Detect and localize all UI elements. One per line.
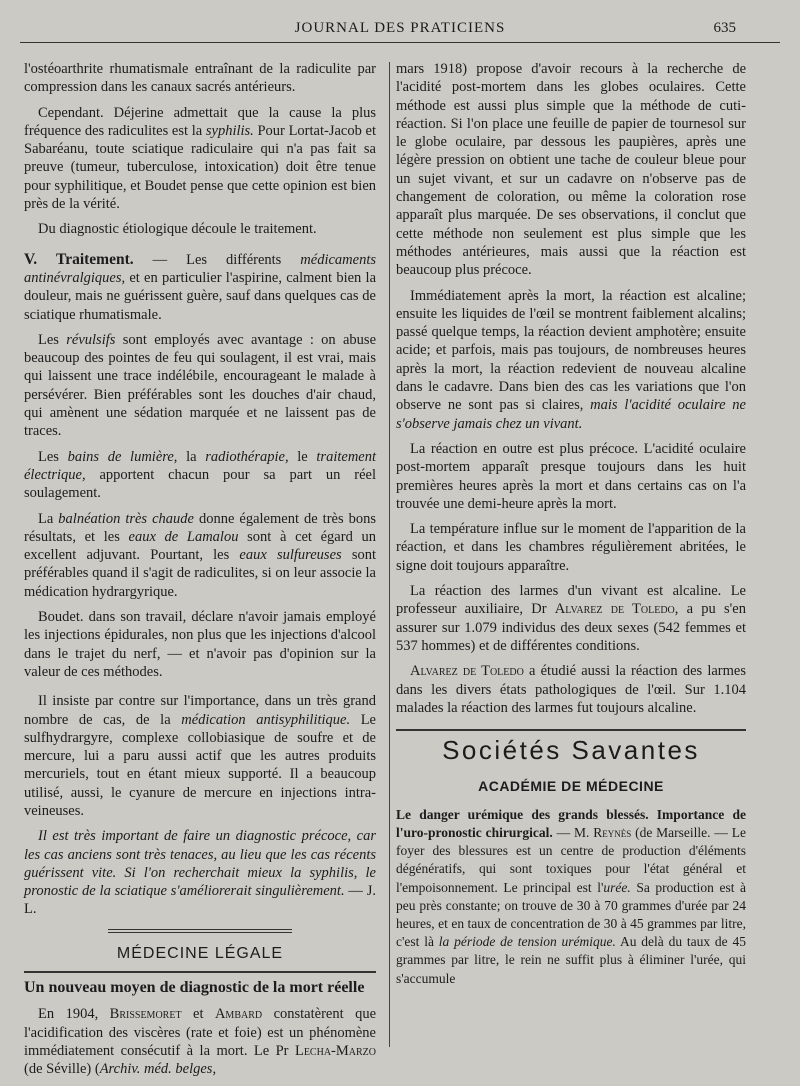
section-heading: V. Traitement. xyxy=(24,250,134,268)
paragraph-italic-conclusion: Il est très important de faire un diagnostic précoce, car les cas anciens sont très tenaces, au lieu que les cas récents guérissent vite. Si l'on recherchait mieux la syphilis, le pronostic de la sciatique s'améliorerait singulièrement. — J. L. xyxy=(24,828,376,918)
section-divider xyxy=(108,929,292,933)
academie-report: Le danger urémique des grands blessés. Importance de l'uro-pronostic chirurgical. — M. Reynès (de Marseille. — Le foyer des blessures est un centre de production d'éléments dégénératifs, qui sont toxiques pour l'état général et l'empoisonnement. Le principal est l'urée. Sa production est à peu près constante; on trouve de 30 à 70 grammes d'urée par 24 heures, et en taux de concentration de 30 à 45 grammes par litre, c'est là la période de tension urémique. Au delà du taux de 45 grammes par litre, le rein ne suffit plus à éliminer l'urée, qui s'accumule xyxy=(396,806,746,986)
rubric-medecine-legale: MÉDECINE LÉGALE xyxy=(116,944,284,962)
paragraph: Immédiatement après la mort, la réaction est alcaline; ensuite les liquides de l'œil se montrent faiblement alcalins; passé quelque temps, la réaction devient amphotère; ensuite acide; et parfois, mais pas toujours, de nombreuses heures après la mort, la réaction redevient de nouveau alcaline dans le cadavre. Dans bien des cas les variations que l'on observe ne sont pas si claires, mais l'acidité oculaire ne s'observe jamais chez un vivant. xyxy=(396,287,746,432)
academie-heading: ACADÉMIE DE MÉDECINE xyxy=(478,778,664,795)
page-number: 635 xyxy=(713,20,736,36)
journal-title: JOURNAL DES PRATICIENS xyxy=(294,20,506,36)
rubric-societes-savantes: Sociétés Savantes xyxy=(442,735,700,766)
article-title: Un nouveau moyen de diagnostic de la mort réelle xyxy=(24,979,365,997)
report-title: Le danger urémique des grands blessés. Importance de l'uro-pronostic chirurgical. xyxy=(396,806,746,840)
paragraph: Il insiste par contre sur l'importance, dans un très grand nombre de cas, de la médication antisyphilitique. Le sulfhydrargyre, complexe collobiasique de soufre et de mercure, lui a paru aussi actif que les autres produits mercuriels, tout en étant mieux supporté. Il a beaucoup utilisé, aussi, le cyanure de mercure en injections intra-veineuses. xyxy=(24,693,376,819)
paragraph: l'ostéoarthrite rhumatismale entraînant de la radiculite par compression dans les canaux sacrés antérieurs. xyxy=(24,61,376,96)
paragraph: Boudet. dans son travail, déclare n'avoir jamais employé les injections épidurales, non plus que les injections d'alcool dans le trajet du nerf, — et n'avoir pas d'opinion sur la valeur de ces méthodes. xyxy=(24,609,376,680)
paragraph: Les révulsifs sont employés avec avantage : on abuse beaucoup des pointes de feu qui soulagent, il est vrai, mais qui laissent une trace indélébile, encourageant le malade à persévérer. Bien préférables sont les douches d'air chaud, qui amènent une sédation marquée et ne laissent pas de traces. xyxy=(24,331,376,440)
left-column xyxy=(24,60,376,1086)
paragraph: Cependant. Déjerine admettait que la cause la plus fréquence des radiculites est la syphilis. Pour Lortat-Jacob et Sabaréanu, toute sciatique radiculaire qui n'a pas fait sa preuve (tumeur, tuberculose, intoxication) doit être tenue pour syphilitique, et Boudet pense que cette opinion est bien près de la vérité. xyxy=(24,104,376,213)
paragraph: Alvarez de Toledo a étudié aussi la réaction des larmes dans les divers états pathologiques de l'œil. Sur 1.104 malades la réaction des larmes fut toujours alcaline. xyxy=(396,663,746,716)
right-column xyxy=(396,60,746,988)
paragraph: Les bains de lumière, la radiothérapie, le traitement électrique, apportent chacun pour sa part un réel soulagement. xyxy=(24,448,377,502)
paragraph: La réaction en outre est plus précoce. L'acidité oculaire post-mortem apparaît presque toujours dans les huit premières heures après la mort et dans certains cas on l'a trouvée une demi-heure après la mort. xyxy=(396,440,746,512)
paragraph: La température influe sur le moment de l'apparition de la réaction, et dans les chambres régulièrement abritées, le signe doit toujours apparaître. xyxy=(396,521,746,574)
section-divider xyxy=(396,729,746,731)
paragraph: mars 1918) propose d'avoir recours à la recherche de l'acidité post-mortem dans les globes oculaires. Cette méthode est aussi plus simple que la méthode de cuti-réaction. Si l'on place une feuille de papier de tournesol sur le globe oculaire, par dessous les paupières, après une légère pression on obtient une tache de couleur bleue pour un sujet vivant, et sur un cadavre on n'observe pas de changement de coloration, ou même la coloration rose apparaît plus marquée. De ses observations, il conclut que cette méthode non seulement est plus simple que les méthodes antérieures, mais aussi que la réaction est beaucoup plus précoce. xyxy=(396,61,746,279)
column-divider xyxy=(389,62,390,1047)
paragraph: Du diagnostic étiologique découle le traitement. xyxy=(38,221,317,238)
paragraph: La réaction des larmes d'un vivant est alcaline. Le professeur auxiliaire, Dr Alvarez de Toledo, a pu s'en assurer sur 1.079 individus des deux sexes (542 femmes et 537 hommes) et de différentes conditions. xyxy=(396,583,746,654)
page-header xyxy=(20,18,780,43)
section-traitement: V. Traitement. — Les différents médicaments antinévralgiques, et en particulier l'aspirine, calment bien la douleur, mais ne guérissent guère, sauf dans quelques cas de sciatique rhumatismale. xyxy=(24,250,376,323)
paragraph: En 1904, Brissemoret et Ambard constatèrent que l'acidification des viscères (rate et foie) est un phénomène immédiatement consécutif à la mort. Le Pr Lecha-Marzo (de Séville) (Archiv. méd. belges, xyxy=(24,1006,377,1078)
paragraph: La balnéation très chaude donne également de très bons résultats, et les eaux de Lamalou sont à cet égard un excellent adjuvant. Pourtant, les eaux sulfureuses sont préférables quand il s'agit de radiculites, si on leur associe la médication hydrargyrique. xyxy=(24,510,376,600)
rubric-rule xyxy=(24,971,376,973)
